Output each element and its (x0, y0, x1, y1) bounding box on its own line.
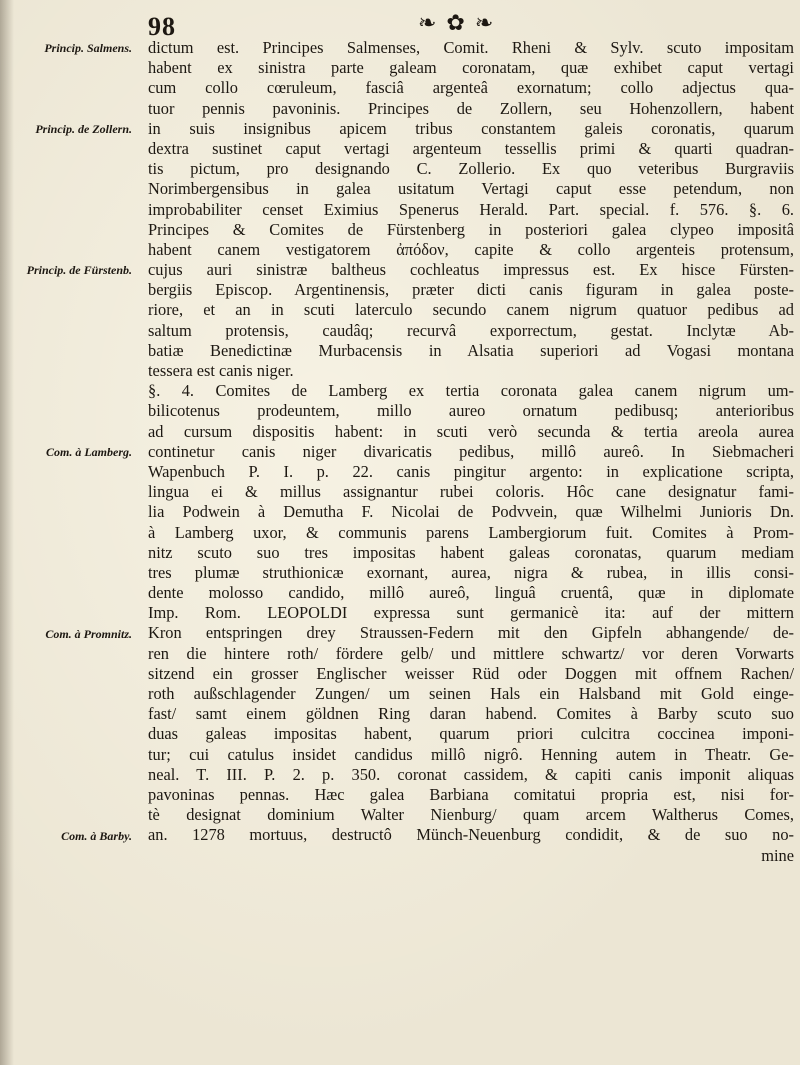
text-line: tres plumæ struthionicæ exornant, aurea, nigra & rubea, in illis consi- (148, 562, 794, 582)
margin-note: Princip. de Fürstenb. (26, 263, 132, 278)
margin-note: Com. à Promnitz. (45, 626, 132, 641)
page-number: 98 (148, 12, 176, 41)
text-line: cum collo cœruleum, fasciâ argenteâ exornatum; collo adjectus qua- (148, 78, 794, 98)
margin-note: Princip. Salmens. (44, 41, 132, 55)
text-line: batiæ Benedictinæ Murbacensis in Alsatia superiori ad Vogasi montana (148, 340, 794, 360)
text-line: continetur canis niger divaricatis pedibus, millô aureô. In Siebmacheri (148, 441, 794, 461)
text-line: tè designat dominium Walter Nienburg/ quam arcem Waltherus Comes, (148, 805, 794, 825)
text-line: neal. T. III. P. 2. p. 350. coronat cassidem, & capiti canis imponit aliquas (148, 764, 794, 784)
text-line: Wapenbuch P. I. p. 22. canis pingitur argento: in explicatione scripta, (148, 461, 794, 481)
text-line: nitz scuto suo tres impositas habent galeas coronatas, quarum mediam (148, 542, 794, 562)
text-line: habent canem vestigatorem ἀπόδον, capite & collo argenteis protensum, (148, 239, 794, 259)
text-line: Kron entspringen drey Straussen-Federn mit den Gipfeln abhangende/ de- (148, 623, 794, 643)
margin-note: Com. à Lamberg. (46, 445, 132, 459)
text-line: bilicotenus prodeuntem, millo aureo ornatum pedibusq; anterioribus (148, 401, 794, 421)
text-line: duas galeas impositas habent, quarum priori culcitra coccinea imponi- (148, 724, 794, 744)
text-line: bergiis Episcop. Argentinensis, præter dicti canis figuram in galea poste- (148, 280, 794, 300)
text-line: in suis insignibus apicem tribus constantem galeis coronatis, quarum (148, 118, 794, 138)
body-text (148, 38, 794, 866)
text-line: an. 1278 mortuus, destructô Münch-Neuenburg condidit, & de suo no- (148, 825, 794, 845)
text-line: tur; cui catulus insidet candidus millô nigrô. Henning autem in Theatr. Ge- (148, 744, 794, 764)
text-line: pavoninas pennas. Hæc galea Barbiana comitatui propria est, nisi for- (148, 784, 794, 804)
header-ornament: ❧✿❧ (418, 10, 504, 35)
text-line: habent ex sinistra parte galeam coronatam, quæ exhibet caput vertagi (148, 58, 794, 78)
text-line: à Lamberg uxor, & communis parens Lambergiorum fuit. Comites à Prom- (148, 522, 794, 542)
text-line: §. 4. Comites de Lamberg ex tertia coronata galea canem nigrum um- (148, 381, 794, 401)
text-line: Norimbergensibus in galea usitatum Vertagi caput esse petendum, non (148, 179, 794, 199)
text-line: mine (761, 845, 794, 865)
text-line: ren die hintere roth/ fördere gelb/ und mittlere schwartz/ vor deren Vorwarts (148, 643, 794, 663)
margin-note: Com. à Barby. (61, 828, 132, 843)
text-line: lia Podwein à Demutha F. Nicolai de Podvvein, quæ Wilhelmi Junioris Dn. (148, 502, 794, 522)
text-line: dextra sustinet caput vertagi argenteum tessellis primi & quarti quadran- (148, 138, 794, 158)
text-line: ad cursum dispositis habent: in scuti verò secunda & tertia areola aurea (148, 421, 794, 441)
text-line: dictum est. Principes Salmenses, Comit. Rheni & Sylv. scuto impositam (148, 38, 794, 57)
text-line: dente molosso candido, millô aureô, linguâ cruentâ, quæ in diplomate (148, 583, 794, 603)
text-line: Principes & Comites de Fürstenberg in posteriori galea clypeo impositâ (148, 219, 794, 239)
text-line: tessera est canis niger. (148, 361, 294, 380)
margin-note: Princip. de Zollern. (35, 121, 132, 136)
text-line: sitzend ein grosser Englischer weisser Rüd oder Doggen mit offnem Rachen/ (148, 663, 794, 683)
text-line: fast/ samt einem göldnen Ring daran habend. Comites à Barby scuto suo (148, 704, 794, 724)
text-line: lingua ei & millus assignantur rubei coloris. Hôc cane designatur fami- (148, 482, 794, 502)
text-line: cujus auri sinistræ baltheus cochleatus impressus est. Ex hisce Fürsten- (148, 260, 794, 280)
text-line: saltum protensis, caudâq; recurvâ exporrectum, gestat. Inclytæ Ab- (148, 320, 794, 340)
margin-notes (0, 0, 140, 1065)
text-line: roth außschlagender Zungen/ um seinen Hals ein Halsband mit Gold einge- (148, 684, 794, 703)
text-line: Imp. Rom. LEOPOLDI expressa sunt germanicè ita: auf der mittern (148, 603, 794, 623)
text-line: riore, et an in scuti laterculo secundo canem nigrum quatuor pedibus ad (148, 300, 794, 320)
text-line: improbabiliter censet Eximius Spenerus Herald. Part. special. f. 576. §. 6. (148, 199, 794, 219)
text-line: tuor pennis pavoninis. Principes de Zollern, seu Hohenzollern, habent (148, 98, 794, 118)
text-line: tis pictum, pro designando C. Zollerio. Ex quo veteribus Burgraviis (148, 159, 794, 179)
